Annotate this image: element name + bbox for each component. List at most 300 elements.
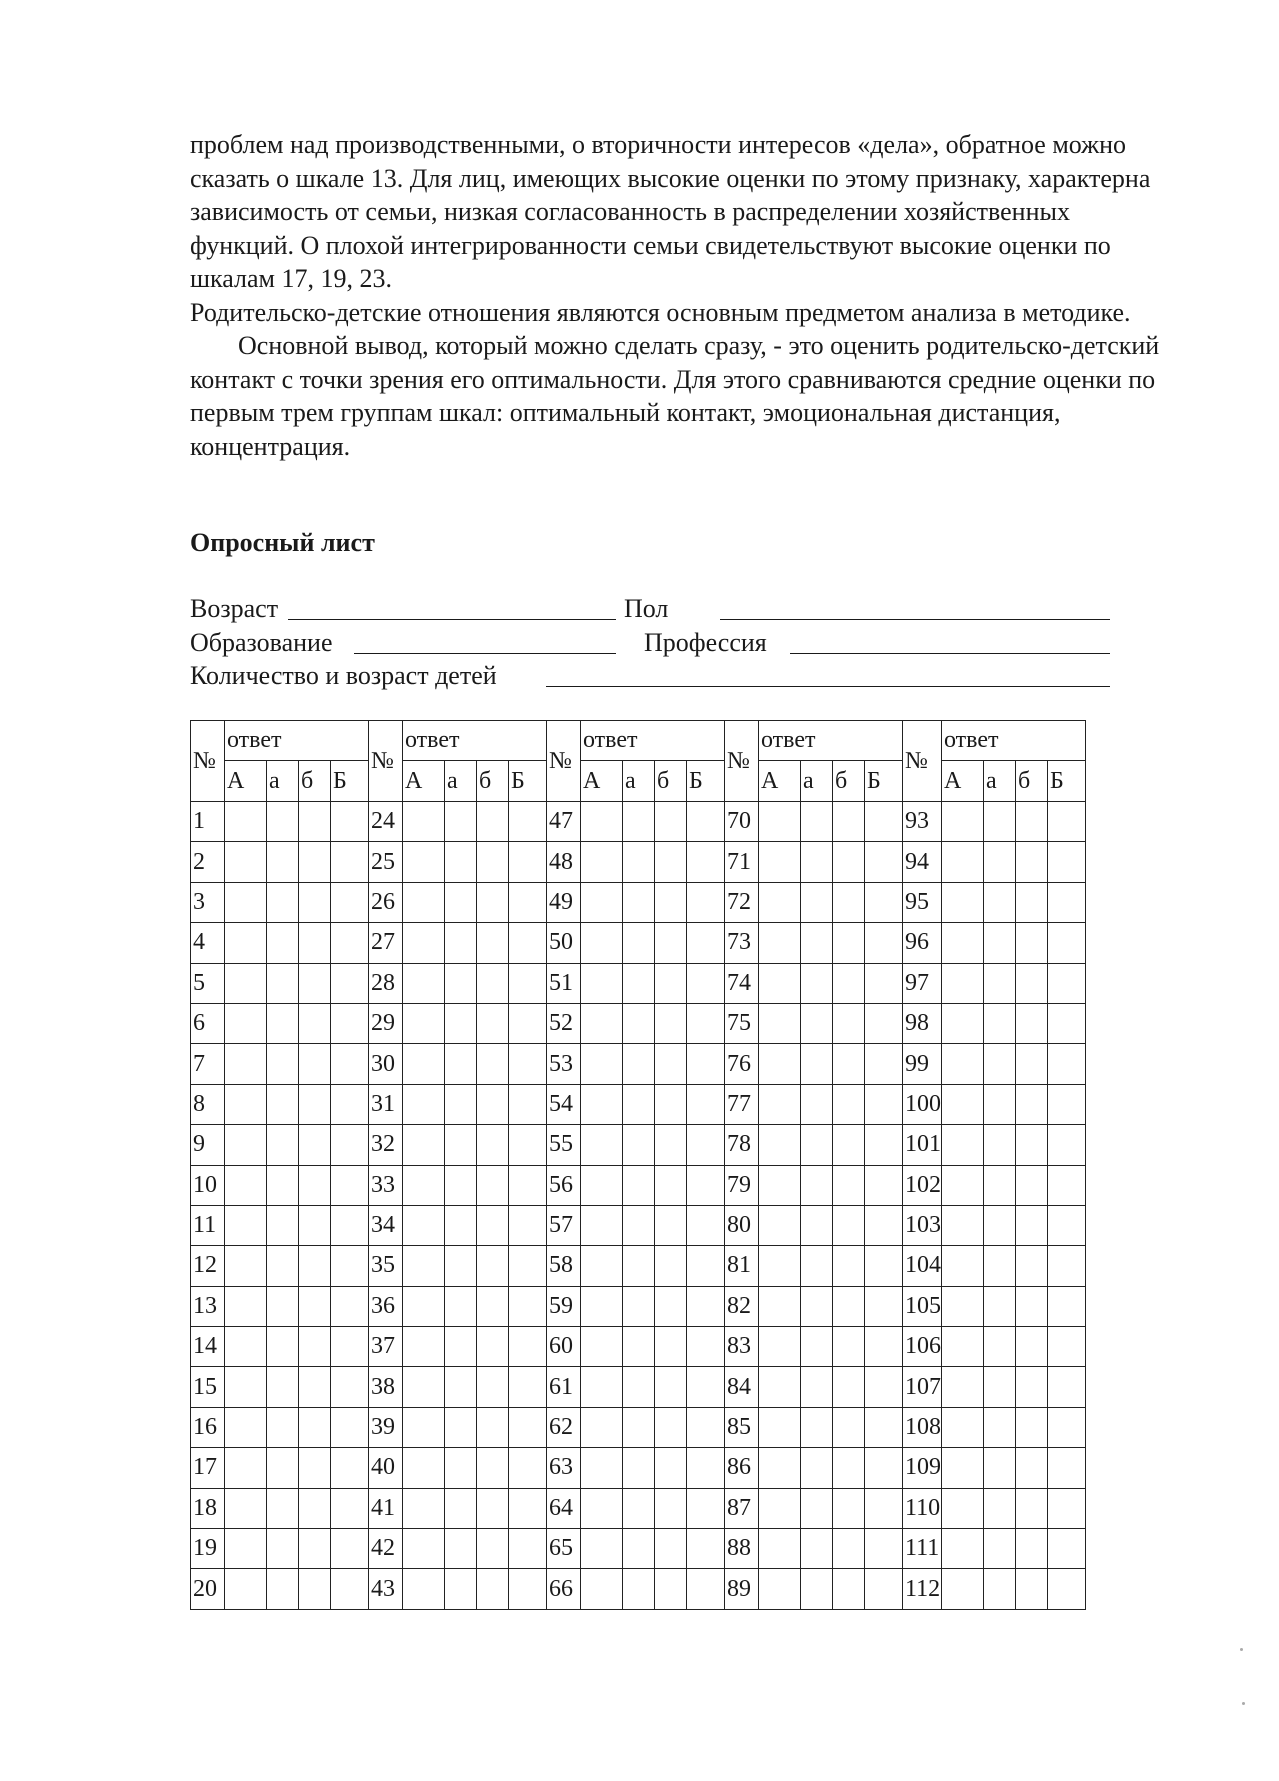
answer-cell[interactable] bbox=[865, 802, 903, 842]
answer-cell[interactable] bbox=[1016, 1367, 1048, 1407]
answer-cell[interactable] bbox=[655, 1246, 687, 1286]
sex-blank[interactable] bbox=[720, 619, 1110, 620]
answer-cell[interactable] bbox=[581, 1286, 623, 1326]
answer-cell[interactable] bbox=[942, 1205, 984, 1245]
answer-cell[interactable] bbox=[759, 802, 801, 842]
answer-cell[interactable] bbox=[984, 1488, 1016, 1528]
answer-cell[interactable] bbox=[331, 923, 369, 963]
answer-cell[interactable] bbox=[331, 1327, 369, 1367]
answer-cell[interactable] bbox=[331, 1125, 369, 1165]
answer-cell[interactable] bbox=[267, 1488, 299, 1528]
answer-cell[interactable] bbox=[1048, 802, 1086, 842]
answer-cell[interactable] bbox=[267, 842, 299, 882]
answer-cell[interactable] bbox=[509, 1569, 547, 1609]
answer-cell[interactable] bbox=[581, 1246, 623, 1286]
answer-cell[interactable] bbox=[759, 1286, 801, 1326]
answer-cell[interactable] bbox=[331, 842, 369, 882]
answer-cell[interactable] bbox=[865, 923, 903, 963]
answer-cell[interactable] bbox=[509, 802, 547, 842]
answer-cell[interactable] bbox=[445, 1488, 477, 1528]
answer-cell[interactable] bbox=[623, 842, 655, 882]
answer-cell[interactable] bbox=[267, 802, 299, 842]
answer-cell[interactable] bbox=[687, 1569, 725, 1609]
answer-cell[interactable] bbox=[581, 1003, 623, 1043]
answer-cell[interactable] bbox=[331, 1529, 369, 1569]
answer-cell[interactable] bbox=[403, 1246, 445, 1286]
answer-cell[interactable] bbox=[865, 1286, 903, 1326]
answer-cell[interactable] bbox=[1016, 1125, 1048, 1165]
answer-cell[interactable] bbox=[1048, 842, 1086, 882]
answer-cell[interactable] bbox=[1048, 1407, 1086, 1447]
answer-cell[interactable] bbox=[445, 1003, 477, 1043]
answer-cell[interactable] bbox=[1048, 1246, 1086, 1286]
answer-cell[interactable] bbox=[984, 1246, 1016, 1286]
answer-cell[interactable] bbox=[801, 1569, 833, 1609]
answer-cell[interactable] bbox=[801, 1407, 833, 1447]
answer-cell[interactable] bbox=[623, 1448, 655, 1488]
answer-cell[interactable] bbox=[445, 1125, 477, 1165]
answer-cell[interactable] bbox=[299, 1003, 331, 1043]
answer-cell[interactable] bbox=[581, 802, 623, 842]
answer-cell[interactable] bbox=[267, 1125, 299, 1165]
answer-cell[interactable] bbox=[942, 1246, 984, 1286]
answer-cell[interactable] bbox=[331, 1448, 369, 1488]
answer-cell[interactable] bbox=[984, 1165, 1016, 1205]
answer-cell[interactable] bbox=[1016, 1165, 1048, 1205]
answer-cell[interactable] bbox=[687, 1165, 725, 1205]
answer-cell[interactable] bbox=[445, 963, 477, 1003]
answer-cell[interactable] bbox=[759, 1569, 801, 1609]
answer-cell[interactable] bbox=[833, 1246, 865, 1286]
answer-cell[interactable] bbox=[331, 802, 369, 842]
answer-cell[interactable] bbox=[477, 1125, 509, 1165]
answer-cell[interactable] bbox=[403, 1165, 445, 1205]
answer-cell[interactable] bbox=[984, 1327, 1016, 1367]
answer-cell[interactable] bbox=[403, 1044, 445, 1084]
answer-cell[interactable] bbox=[655, 1367, 687, 1407]
answer-cell[interactable] bbox=[833, 963, 865, 1003]
answer-cell[interactable] bbox=[1016, 802, 1048, 842]
answer-cell[interactable] bbox=[299, 1246, 331, 1286]
answer-cell[interactable] bbox=[581, 1569, 623, 1609]
answer-cell[interactable] bbox=[865, 1488, 903, 1528]
answer-cell[interactable] bbox=[1048, 1367, 1086, 1407]
answer-cell[interactable] bbox=[1016, 1569, 1048, 1609]
answer-cell[interactable] bbox=[865, 842, 903, 882]
answer-cell[interactable] bbox=[801, 963, 833, 1003]
answer-cell[interactable] bbox=[942, 1286, 984, 1326]
answer-cell[interactable] bbox=[331, 1246, 369, 1286]
answer-cell[interactable] bbox=[225, 1488, 267, 1528]
answer-cell[interactable] bbox=[801, 1286, 833, 1326]
answer-cell[interactable] bbox=[687, 1448, 725, 1488]
answer-cell[interactable] bbox=[509, 1205, 547, 1245]
answer-cell[interactable] bbox=[833, 882, 865, 922]
answer-cell[interactable] bbox=[299, 1327, 331, 1367]
answer-cell[interactable] bbox=[655, 923, 687, 963]
answer-cell[interactable] bbox=[759, 1246, 801, 1286]
answer-cell[interactable] bbox=[1048, 1569, 1086, 1609]
answer-cell[interactable] bbox=[299, 923, 331, 963]
answer-cell[interactable] bbox=[942, 1044, 984, 1084]
answer-cell[interactable] bbox=[623, 1407, 655, 1447]
answer-cell[interactable] bbox=[477, 1286, 509, 1326]
answer-cell[interactable] bbox=[403, 842, 445, 882]
answer-cell[interactable] bbox=[801, 1165, 833, 1205]
answer-cell[interactable] bbox=[1048, 1205, 1086, 1245]
answer-cell[interactable] bbox=[833, 1448, 865, 1488]
answer-cell[interactable] bbox=[623, 1044, 655, 1084]
answer-cell[interactable] bbox=[477, 1448, 509, 1488]
answer-cell[interactable] bbox=[299, 1569, 331, 1609]
answer-cell[interactable] bbox=[1016, 1205, 1048, 1245]
answer-cell[interactable] bbox=[225, 963, 267, 1003]
answer-cell[interactable] bbox=[299, 802, 331, 842]
answer-cell[interactable] bbox=[687, 842, 725, 882]
answer-cell[interactable] bbox=[984, 1407, 1016, 1447]
answer-cell[interactable] bbox=[1048, 1084, 1086, 1124]
answer-cell[interactable] bbox=[759, 1407, 801, 1447]
answer-cell[interactable] bbox=[942, 802, 984, 842]
answer-cell[interactable] bbox=[1016, 1488, 1048, 1528]
answer-cell[interactable] bbox=[225, 1448, 267, 1488]
answer-cell[interactable] bbox=[331, 1084, 369, 1124]
answer-cell[interactable] bbox=[655, 1084, 687, 1124]
answer-cell[interactable] bbox=[655, 1488, 687, 1528]
answer-cell[interactable] bbox=[581, 1407, 623, 1447]
answer-cell[interactable] bbox=[477, 1044, 509, 1084]
answer-cell[interactable] bbox=[655, 882, 687, 922]
answer-cell[interactable] bbox=[509, 1165, 547, 1205]
answer-cell[interactable] bbox=[403, 1529, 445, 1569]
answer-cell[interactable] bbox=[623, 1084, 655, 1124]
answer-cell[interactable] bbox=[509, 1448, 547, 1488]
answer-cell[interactable] bbox=[865, 1246, 903, 1286]
answer-cell[interactable] bbox=[581, 1448, 623, 1488]
answer-cell[interactable] bbox=[801, 1529, 833, 1569]
answer-cell[interactable] bbox=[581, 923, 623, 963]
answer-cell[interactable] bbox=[655, 1327, 687, 1367]
answer-cell[interactable] bbox=[267, 882, 299, 922]
answer-cell[interactable] bbox=[581, 963, 623, 1003]
answer-cell[interactable] bbox=[687, 1407, 725, 1447]
answer-cell[interactable] bbox=[225, 1125, 267, 1165]
answer-cell[interactable] bbox=[509, 1529, 547, 1569]
answer-cell[interactable] bbox=[942, 842, 984, 882]
answer-cell[interactable] bbox=[687, 1044, 725, 1084]
answer-cell[interactable] bbox=[984, 1044, 1016, 1084]
answer-cell[interactable] bbox=[581, 1084, 623, 1124]
answer-cell[interactable] bbox=[687, 923, 725, 963]
answer-cell[interactable] bbox=[477, 1165, 509, 1205]
answer-cell[interactable] bbox=[299, 1044, 331, 1084]
answer-cell[interactable] bbox=[759, 842, 801, 882]
answer-cell[interactable] bbox=[833, 1569, 865, 1609]
answer-cell[interactable] bbox=[299, 882, 331, 922]
age-blank[interactable] bbox=[288, 619, 616, 620]
answer-cell[interactable] bbox=[225, 842, 267, 882]
answer-cell[interactable] bbox=[655, 1165, 687, 1205]
answer-cell[interactable] bbox=[477, 1084, 509, 1124]
answer-cell[interactable] bbox=[225, 923, 267, 963]
answer-cell[interactable] bbox=[1048, 1125, 1086, 1165]
answer-cell[interactable] bbox=[1016, 1003, 1048, 1043]
answer-cell[interactable] bbox=[759, 1003, 801, 1043]
answer-cell[interactable] bbox=[984, 1529, 1016, 1569]
answer-cell[interactable] bbox=[267, 1407, 299, 1447]
answer-cell[interactable] bbox=[1048, 1286, 1086, 1326]
answer-cell[interactable] bbox=[687, 1286, 725, 1326]
answer-cell[interactable] bbox=[942, 963, 984, 1003]
answer-cell[interactable] bbox=[623, 923, 655, 963]
answer-cell[interactable] bbox=[1016, 923, 1048, 963]
answer-cell[interactable] bbox=[403, 1084, 445, 1124]
answer-cell[interactable] bbox=[865, 1367, 903, 1407]
answer-cell[interactable] bbox=[687, 1488, 725, 1528]
answer-cell[interactable] bbox=[1016, 1407, 1048, 1447]
answer-cell[interactable] bbox=[623, 1125, 655, 1165]
answer-cell[interactable] bbox=[984, 963, 1016, 1003]
answer-cell[interactable] bbox=[581, 1367, 623, 1407]
answer-cell[interactable] bbox=[331, 882, 369, 922]
answer-cell[interactable] bbox=[865, 1003, 903, 1043]
answer-cell[interactable] bbox=[1016, 882, 1048, 922]
answer-cell[interactable] bbox=[331, 1165, 369, 1205]
answer-cell[interactable] bbox=[865, 1125, 903, 1165]
answer-cell[interactable] bbox=[623, 882, 655, 922]
answer-cell[interactable] bbox=[759, 1125, 801, 1165]
answer-cell[interactable] bbox=[942, 1407, 984, 1447]
answer-cell[interactable] bbox=[445, 802, 477, 842]
answer-cell[interactable] bbox=[759, 882, 801, 922]
answer-cell[interactable] bbox=[445, 1327, 477, 1367]
answer-cell[interactable] bbox=[1016, 1529, 1048, 1569]
answer-cell[interactable] bbox=[477, 1407, 509, 1447]
answer-cell[interactable] bbox=[267, 1165, 299, 1205]
answer-cell[interactable] bbox=[331, 1569, 369, 1609]
answer-cell[interactable] bbox=[833, 1125, 865, 1165]
answer-cell[interactable] bbox=[299, 1165, 331, 1205]
answer-cell[interactable] bbox=[801, 1448, 833, 1488]
answer-cell[interactable] bbox=[1048, 882, 1086, 922]
answer-cell[interactable] bbox=[509, 1246, 547, 1286]
answer-cell[interactable] bbox=[623, 1569, 655, 1609]
answer-cell[interactable] bbox=[225, 1327, 267, 1367]
answer-cell[interactable] bbox=[942, 1003, 984, 1043]
answer-cell[interactable] bbox=[581, 1165, 623, 1205]
answer-cell[interactable] bbox=[445, 1084, 477, 1124]
answer-cell[interactable] bbox=[299, 1448, 331, 1488]
answer-cell[interactable] bbox=[581, 1205, 623, 1245]
answer-cell[interactable] bbox=[623, 1367, 655, 1407]
answer-cell[interactable] bbox=[445, 1286, 477, 1326]
answer-cell[interactable] bbox=[403, 1448, 445, 1488]
answer-cell[interactable] bbox=[833, 1407, 865, 1447]
answer-cell[interactable] bbox=[833, 1084, 865, 1124]
answer-cell[interactable] bbox=[331, 1367, 369, 1407]
answer-cell[interactable] bbox=[299, 1205, 331, 1245]
answer-cell[interactable] bbox=[403, 1367, 445, 1407]
answer-cell[interactable] bbox=[984, 882, 1016, 922]
answer-cell[interactable] bbox=[403, 1569, 445, 1609]
answer-cell[interactable] bbox=[759, 1488, 801, 1528]
answer-cell[interactable] bbox=[225, 1084, 267, 1124]
children-blank[interactable] bbox=[546, 686, 1110, 687]
answer-cell[interactable] bbox=[445, 1529, 477, 1569]
answer-cell[interactable] bbox=[509, 882, 547, 922]
answer-cell[interactable] bbox=[581, 1327, 623, 1367]
answer-cell[interactable] bbox=[509, 1286, 547, 1326]
answer-cell[interactable] bbox=[655, 1407, 687, 1447]
answer-cell[interactable] bbox=[225, 882, 267, 922]
answer-cell[interactable] bbox=[477, 1367, 509, 1407]
answer-cell[interactable] bbox=[687, 1205, 725, 1245]
answer-cell[interactable] bbox=[509, 1488, 547, 1528]
answer-cell[interactable] bbox=[225, 1044, 267, 1084]
answer-cell[interactable] bbox=[509, 923, 547, 963]
answer-cell[interactable] bbox=[403, 1286, 445, 1326]
answer-cell[interactable] bbox=[1048, 1488, 1086, 1528]
answer-cell[interactable] bbox=[865, 1569, 903, 1609]
answer-cell[interactable] bbox=[687, 802, 725, 842]
answer-cell[interactable] bbox=[759, 1367, 801, 1407]
answer-cell[interactable] bbox=[403, 1327, 445, 1367]
answer-cell[interactable] bbox=[1016, 842, 1048, 882]
answer-cell[interactable] bbox=[801, 1003, 833, 1043]
answer-cell[interactable] bbox=[581, 1488, 623, 1528]
answer-cell[interactable] bbox=[403, 882, 445, 922]
answer-cell[interactable] bbox=[942, 1367, 984, 1407]
answer-cell[interactable] bbox=[403, 963, 445, 1003]
answer-cell[interactable] bbox=[225, 1286, 267, 1326]
answer-cell[interactable] bbox=[865, 1327, 903, 1367]
answer-cell[interactable] bbox=[801, 1044, 833, 1084]
answer-cell[interactable] bbox=[801, 1367, 833, 1407]
answer-cell[interactable] bbox=[477, 963, 509, 1003]
answer-cell[interactable] bbox=[1048, 1448, 1086, 1488]
answer-cell[interactable] bbox=[801, 923, 833, 963]
answer-cell[interactable] bbox=[403, 1488, 445, 1528]
answer-cell[interactable] bbox=[687, 1246, 725, 1286]
answer-cell[interactable] bbox=[509, 1367, 547, 1407]
answer-cell[interactable] bbox=[225, 1407, 267, 1447]
answer-cell[interactable] bbox=[623, 963, 655, 1003]
answer-cell[interactable] bbox=[759, 1327, 801, 1367]
answer-cell[interactable] bbox=[299, 1084, 331, 1124]
answer-cell[interactable] bbox=[687, 1367, 725, 1407]
answer-cell[interactable] bbox=[687, 1003, 725, 1043]
answer-cell[interactable] bbox=[299, 963, 331, 1003]
answer-cell[interactable] bbox=[655, 1003, 687, 1043]
answer-cell[interactable] bbox=[581, 1044, 623, 1084]
answer-cell[interactable] bbox=[687, 1084, 725, 1124]
answer-cell[interactable] bbox=[687, 882, 725, 922]
answer-cell[interactable] bbox=[833, 1529, 865, 1569]
answer-cell[interactable] bbox=[759, 1084, 801, 1124]
answer-cell[interactable] bbox=[759, 1448, 801, 1488]
answer-cell[interactable] bbox=[655, 963, 687, 1003]
answer-cell[interactable] bbox=[477, 1529, 509, 1569]
answer-cell[interactable] bbox=[267, 1044, 299, 1084]
answer-cell[interactable] bbox=[801, 1205, 833, 1245]
answer-cell[interactable] bbox=[942, 1569, 984, 1609]
answer-cell[interactable] bbox=[623, 802, 655, 842]
answer-cell[interactable] bbox=[267, 1327, 299, 1367]
answer-cell[interactable] bbox=[267, 923, 299, 963]
answer-cell[interactable] bbox=[331, 1044, 369, 1084]
answer-cell[interactable] bbox=[759, 1529, 801, 1569]
answer-cell[interactable] bbox=[623, 1327, 655, 1367]
answer-cell[interactable] bbox=[1048, 963, 1086, 1003]
answer-cell[interactable] bbox=[225, 1529, 267, 1569]
answer-cell[interactable] bbox=[1048, 1003, 1086, 1043]
answer-cell[interactable] bbox=[445, 1407, 477, 1447]
answer-cell[interactable] bbox=[833, 1205, 865, 1245]
answer-cell[interactable] bbox=[581, 842, 623, 882]
answer-cell[interactable] bbox=[623, 1529, 655, 1569]
answer-cell[interactable] bbox=[267, 1529, 299, 1569]
answer-cell[interactable] bbox=[1016, 1084, 1048, 1124]
answer-cell[interactable] bbox=[984, 1084, 1016, 1124]
answer-cell[interactable] bbox=[759, 923, 801, 963]
answer-cell[interactable] bbox=[833, 1327, 865, 1367]
answer-cell[interactable] bbox=[1016, 1286, 1048, 1326]
answer-cell[interactable] bbox=[759, 963, 801, 1003]
answer-cell[interactable] bbox=[225, 1003, 267, 1043]
answer-cell[interactable] bbox=[509, 1125, 547, 1165]
answer-cell[interactable] bbox=[267, 963, 299, 1003]
answer-cell[interactable] bbox=[655, 1044, 687, 1084]
answer-cell[interactable] bbox=[865, 1448, 903, 1488]
answer-cell[interactable] bbox=[403, 923, 445, 963]
answer-cell[interactable] bbox=[942, 1488, 984, 1528]
answer-cell[interactable] bbox=[331, 1286, 369, 1326]
answer-cell[interactable] bbox=[267, 1286, 299, 1326]
answer-cell[interactable] bbox=[801, 882, 833, 922]
answer-cell[interactable] bbox=[759, 1044, 801, 1084]
answer-cell[interactable] bbox=[655, 842, 687, 882]
answer-cell[interactable] bbox=[299, 1529, 331, 1569]
answer-cell[interactable] bbox=[801, 842, 833, 882]
answer-cell[interactable] bbox=[984, 1125, 1016, 1165]
answer-cell[interactable] bbox=[865, 1529, 903, 1569]
answer-cell[interactable] bbox=[942, 923, 984, 963]
answer-cell[interactable] bbox=[801, 1488, 833, 1528]
answer-cell[interactable] bbox=[331, 1488, 369, 1528]
answer-cell[interactable] bbox=[942, 1084, 984, 1124]
answer-cell[interactable] bbox=[759, 1205, 801, 1245]
answer-cell[interactable] bbox=[477, 842, 509, 882]
answer-cell[interactable] bbox=[984, 1003, 1016, 1043]
answer-cell[interactable] bbox=[801, 1125, 833, 1165]
answer-cell[interactable] bbox=[865, 1044, 903, 1084]
answer-cell[interactable] bbox=[581, 1125, 623, 1165]
answer-cell[interactable] bbox=[942, 1529, 984, 1569]
answer-cell[interactable] bbox=[833, 1367, 865, 1407]
answer-cell[interactable] bbox=[865, 963, 903, 1003]
answer-cell[interactable] bbox=[225, 1367, 267, 1407]
answer-cell[interactable] bbox=[942, 1327, 984, 1367]
answer-cell[interactable] bbox=[655, 1569, 687, 1609]
answer-cell[interactable] bbox=[267, 1367, 299, 1407]
answer-cell[interactable] bbox=[445, 1165, 477, 1205]
answer-cell[interactable] bbox=[687, 1327, 725, 1367]
answer-cell[interactable] bbox=[445, 882, 477, 922]
answer-cell[interactable] bbox=[623, 1003, 655, 1043]
answer-cell[interactable] bbox=[403, 1205, 445, 1245]
answer-cell[interactable] bbox=[942, 1165, 984, 1205]
answer-cell[interactable] bbox=[1016, 1246, 1048, 1286]
